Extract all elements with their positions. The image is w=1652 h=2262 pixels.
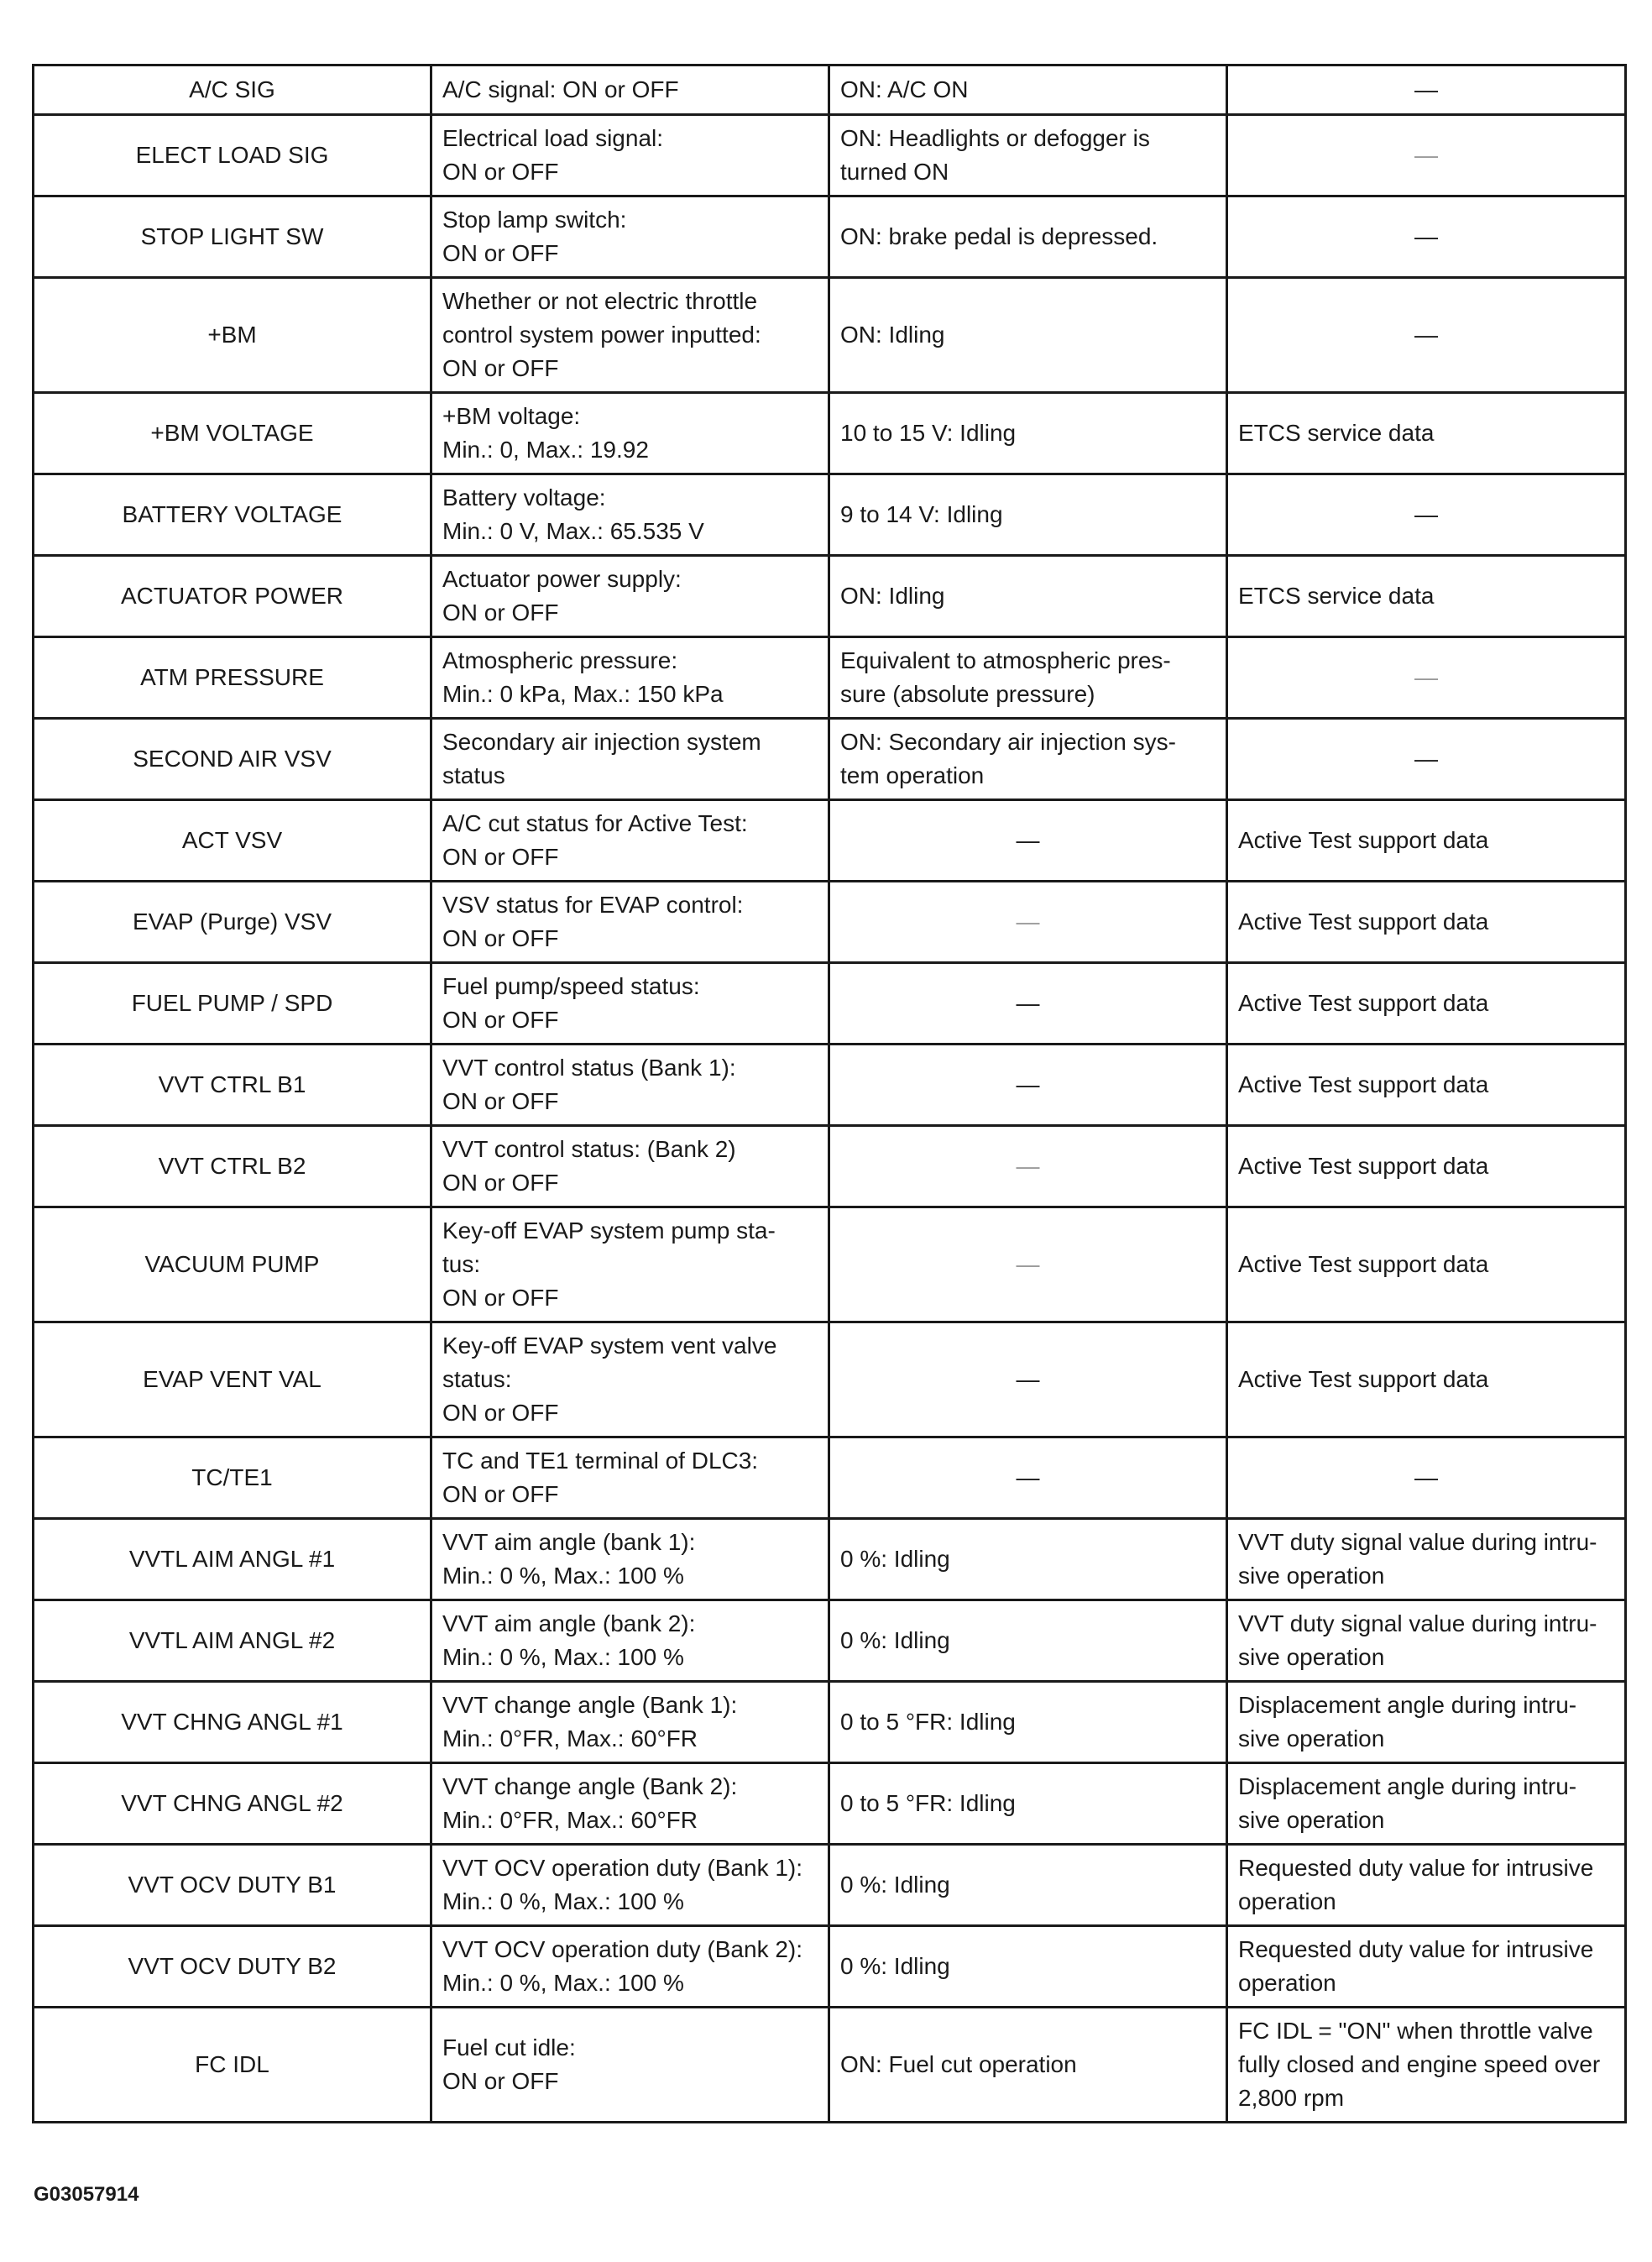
normal-condition-cell: ON: Fuel cut operation (829, 2008, 1227, 2123)
table-row (34, 1845, 1626, 1926)
item-cell: FC IDL (34, 2008, 431, 2123)
table-row (34, 196, 1626, 278)
item-cell: VVT CTRL B1 (34, 1045, 431, 1126)
note-cell: ETCS service data (1227, 393, 1626, 474)
normal-condition-cell: — (829, 1437, 1227, 1519)
measurement-cell: Fuel cut idle: ON or OFF (431, 2008, 829, 2123)
normal-condition-cell: 0 %: Idling (829, 1600, 1227, 1682)
measurement-cell: VVT OCV operation duty (Bank 1): Min.: 0 %, Max.: 100 % (431, 1845, 829, 1926)
figure-id: G03057914 (34, 2183, 139, 2206)
table-row (34, 65, 1626, 115)
measurement-cell: VVT OCV operation duty (Bank 2): Min.: 0 %, Max.: 100 % (431, 1926, 829, 2008)
note-cell: — (1227, 278, 1626, 393)
measurement-cell: VVT change angle (Bank 2): Min.: 0°FR, Max.: 60°FR (431, 1763, 829, 1845)
note-cell: — (1227, 474, 1626, 556)
normal-condition-cell: 9 to 14 V: Idling (829, 474, 1227, 556)
note-cell: VVT duty signal value during intru- sive operation (1227, 1600, 1626, 1682)
measurement-cell: Key-off EVAP system pump sta- tus: ON or OFF (431, 1207, 829, 1322)
note-cell: — (1227, 637, 1626, 719)
measurement-cell: Fuel pump/speed status: ON or OFF (431, 963, 829, 1045)
note-cell: Displacement angle during intru- sive operation (1227, 1682, 1626, 1763)
table-row (34, 1045, 1626, 1126)
measurement-cell: A/C signal: ON or OFF (431, 65, 829, 115)
table-row (34, 1682, 1626, 1763)
item-cell: STOP LIGHT SW (34, 196, 431, 278)
normal-condition-cell: — (829, 1126, 1227, 1207)
item-cell: FUEL PUMP / SPD (34, 963, 431, 1045)
item-cell: SECOND AIR VSV (34, 719, 431, 800)
item-cell: BATTERY VOLTAGE (34, 474, 431, 556)
item-cell: VVT CHNG ANGL #2 (34, 1763, 431, 1845)
normal-condition-cell: ON: Idling (829, 278, 1227, 393)
measurement-cell: Atmospheric pressure: Min.: 0 kPa, Max.: 150 kPa (431, 637, 829, 719)
item-cell: ACTUATOR POWER (34, 556, 431, 637)
table-row (34, 2008, 1626, 2123)
item-cell: +BM VOLTAGE (34, 393, 431, 474)
item-cell: ATM PRESSURE (34, 637, 431, 719)
table-row (34, 393, 1626, 474)
measurement-cell: VVT control status (Bank 1): ON or OFF (431, 1045, 829, 1126)
item-cell: VVT OCV DUTY B1 (34, 1845, 431, 1926)
item-cell: ELECT LOAD SIG (34, 115, 431, 196)
measurement-cell: VVT aim angle (bank 2): Min.: 0 %, Max.: 100 % (431, 1600, 829, 1682)
measurement-cell: VVT control status: (Bank 2) ON or OFF (431, 1126, 829, 1207)
note-cell: Active Test support data (1227, 963, 1626, 1045)
note-cell: — (1227, 115, 1626, 196)
item-cell: VVT CHNG ANGL #1 (34, 1682, 431, 1763)
normal-condition-cell: — (829, 882, 1227, 963)
note-cell: Active Test support data (1227, 1207, 1626, 1322)
table-row (34, 556, 1626, 637)
measurement-cell: Key-off EVAP system vent valve status: ON or OFF (431, 1322, 829, 1437)
item-cell: EVAP (Purge) VSV (34, 882, 431, 963)
measurement-cell: Electrical load signal: ON or OFF (431, 115, 829, 196)
normal-condition-cell: 0 %: Idling (829, 1926, 1227, 2008)
normal-condition-cell: ON: Headlights or defogger is turned ON (829, 115, 1227, 196)
note-cell: Active Test support data (1227, 1045, 1626, 1126)
table-row (34, 1519, 1626, 1600)
note-cell: Active Test support data (1227, 800, 1626, 882)
note-cell: FC IDL = "ON" when throttle valve fully closed and engine speed over 2,800 rpm (1227, 2008, 1626, 2123)
table-row (34, 637, 1626, 719)
normal-condition-cell: — (829, 963, 1227, 1045)
note-cell: — (1227, 65, 1626, 115)
table-row (34, 115, 1626, 196)
normal-condition-cell: 0 to 5 °FR: Idling (829, 1682, 1227, 1763)
table-row (34, 800, 1626, 882)
table-row (34, 1126, 1626, 1207)
diagnostic-data-table (32, 64, 1627, 2123)
table-row (34, 474, 1626, 556)
note-cell: VVT duty signal value during intru- sive operation (1227, 1519, 1626, 1600)
normal-condition-cell: — (829, 800, 1227, 882)
normal-condition-cell: 0 to 5 °FR: Idling (829, 1763, 1227, 1845)
item-cell: VVTL AIM ANGL #1 (34, 1519, 431, 1600)
item-cell: VVTL AIM ANGL #2 (34, 1600, 431, 1682)
item-cell: A/C SIG (34, 65, 431, 115)
note-cell: Active Test support data (1227, 1126, 1626, 1207)
item-cell: VACUUM PUMP (34, 1207, 431, 1322)
normal-condition-cell: — (829, 1045, 1227, 1126)
table-row (34, 719, 1626, 800)
item-cell: VVT CTRL B2 (34, 1126, 431, 1207)
measurement-cell: Whether or not electric throttle control system power inputted: ON or OFF (431, 278, 829, 393)
normal-condition-cell: 0 %: Idling (829, 1519, 1227, 1600)
measurement-cell: VSV status for EVAP control: ON or OFF (431, 882, 829, 963)
table-row (34, 1763, 1626, 1845)
item-cell: +BM (34, 278, 431, 393)
measurement-cell: Battery voltage: Min.: 0 V, Max.: 65.535 V (431, 474, 829, 556)
normal-condition-cell: Equivalent to atmospheric pres- sure (absolute pressure) (829, 637, 1227, 719)
note-cell: — (1227, 196, 1626, 278)
normal-condition-cell: — (829, 1207, 1227, 1322)
table-row (34, 278, 1626, 393)
note-cell: — (1227, 1437, 1626, 1519)
table-row (34, 1600, 1626, 1682)
note-cell: Active Test support data (1227, 882, 1626, 963)
measurement-cell: VVT change angle (Bank 1): Min.: 0°FR, Max.: 60°FR (431, 1682, 829, 1763)
normal-condition-cell: — (829, 1322, 1227, 1437)
note-cell: Requested duty value for intrusive operation (1227, 1926, 1626, 2008)
note-cell: Requested duty value for intrusive operation (1227, 1845, 1626, 1926)
measurement-cell: VVT aim angle (bank 1): Min.: 0 %, Max.: 100 % (431, 1519, 829, 1600)
measurement-cell: +BM voltage: Min.: 0, Max.: 19.92 (431, 393, 829, 474)
normal-condition-cell: ON: brake pedal is depressed. (829, 196, 1227, 278)
note-cell: Displacement angle during intru- sive operation (1227, 1763, 1626, 1845)
normal-condition-cell: 0 %: Idling (829, 1845, 1227, 1926)
normal-condition-cell: ON: A/C ON (829, 65, 1227, 115)
measurement-cell: Secondary air injection system status (431, 719, 829, 800)
normal-condition-cell: 10 to 15 V: Idling (829, 393, 1227, 474)
item-cell: ACT VSV (34, 800, 431, 882)
normal-condition-cell: ON: Idling (829, 556, 1227, 637)
table-row (34, 963, 1626, 1045)
table-row (34, 882, 1626, 963)
table-row (34, 1322, 1626, 1437)
measurement-cell: TC and TE1 terminal of DLC3: ON or OFF (431, 1437, 829, 1519)
note-cell: ETCS service data (1227, 556, 1626, 637)
item-cell: VVT OCV DUTY B2 (34, 1926, 431, 2008)
note-cell: — (1227, 719, 1626, 800)
table-row (34, 1926, 1626, 2008)
normal-condition-cell: ON: Secondary air injection sys- tem operation (829, 719, 1227, 800)
table-row (34, 1207, 1626, 1322)
measurement-cell: Actuator power supply: ON or OFF (431, 556, 829, 637)
measurement-cell: A/C cut status for Active Test: ON or OFF (431, 800, 829, 882)
table-row (34, 1437, 1626, 1519)
note-cell: Active Test support data (1227, 1322, 1626, 1437)
item-cell: EVAP VENT VAL (34, 1322, 431, 1437)
measurement-cell: Stop lamp switch: ON or OFF (431, 196, 829, 278)
item-cell: TC/TE1 (34, 1437, 431, 1519)
